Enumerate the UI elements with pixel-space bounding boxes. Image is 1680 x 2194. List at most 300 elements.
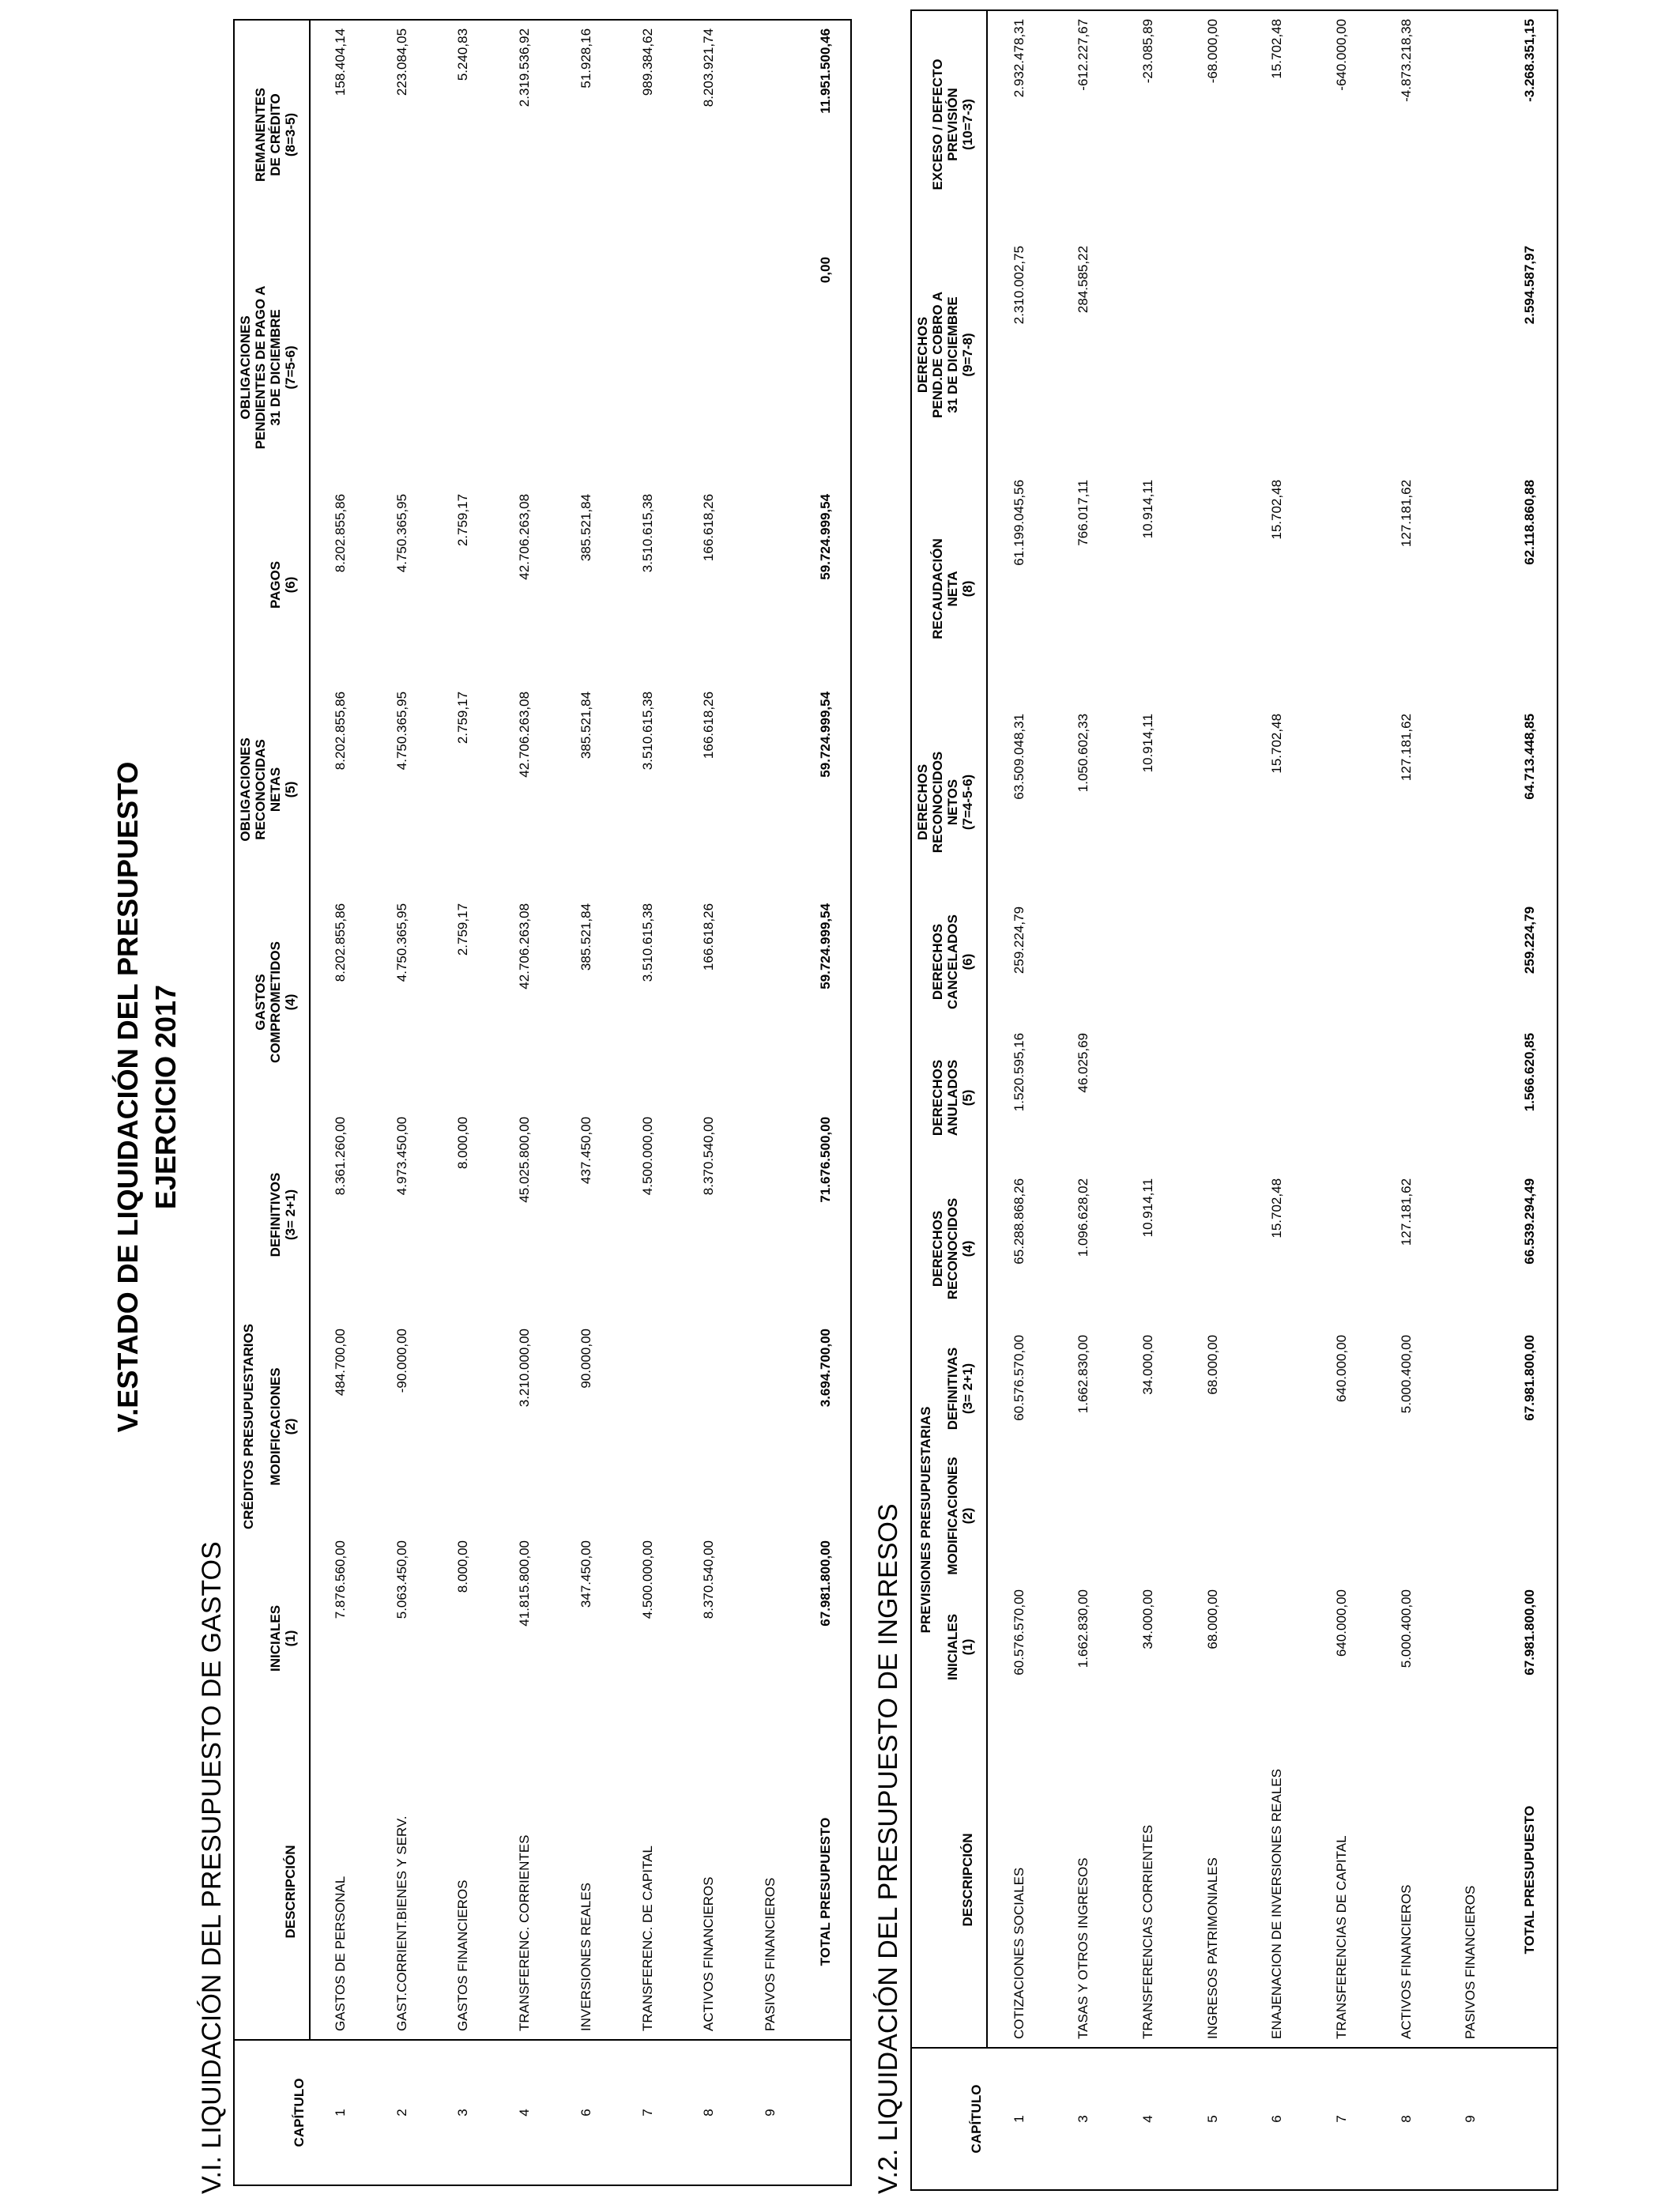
ingresos-cell-anulados: 46.025,69 bbox=[1075, 1032, 1091, 1093]
ingresos-cell-cancelados bbox=[1245, 899, 1310, 1025]
ingresos-cell-pendientes: 2.310.002,75 bbox=[1011, 245, 1027, 325]
gastos-total-iniciales: 67.981.800,00 bbox=[817, 1540, 833, 1627]
gastos-header-comprometidos-line1: GASTOS bbox=[253, 974, 268, 1031]
ingresos-cell-modificaciones bbox=[1309, 1450, 1374, 1581]
ingresos-cell-iniciales bbox=[1438, 1581, 1503, 1713]
gastos-table bbox=[233, 19, 852, 2186]
ingresos-row bbox=[1374, 10, 1439, 2190]
gastos-row bbox=[556, 20, 617, 2185]
ingresos-cell-exceso: 2.932.478,31 bbox=[1011, 18, 1027, 98]
gastos-cell-remanentes: 5.240,83 bbox=[455, 28, 471, 81]
gastos-cell-obligaciones: 166.618,26 bbox=[701, 691, 717, 760]
ingresos-header-reconocidos-line2: RECONOCIDOS bbox=[945, 1197, 960, 1300]
gastos-cell-comprometidos: 42.706.263,08 bbox=[517, 903, 533, 990]
ingresos-cell-pendientes: 284.585,22 bbox=[1075, 245, 1091, 314]
ingresos-cell-modificaciones bbox=[1116, 1450, 1181, 1581]
ingresos-header-definitivas-line1: DEFINITIVAS bbox=[945, 1347, 960, 1431]
ingresos-cell-definitivas bbox=[1438, 1327, 1503, 1450]
gastos-header-definitivos-line1: DEFINITIVOS bbox=[268, 1172, 283, 1257]
gastos-header-remanentes bbox=[234, 20, 310, 249]
gastos-cell-obligaciones: 8.202.855,86 bbox=[333, 691, 348, 771]
gastos-cell-comprometidos: 2.759,17 bbox=[455, 903, 471, 956]
ingresos-cell-definitivas: 1.662.830,00 bbox=[1075, 1334, 1091, 1414]
ingresos-header-pendientes-line2: PEND.DE COBRO A bbox=[930, 292, 945, 418]
gastos-cell-pagos: 3.510.615,38 bbox=[639, 493, 655, 573]
gastos-row bbox=[617, 20, 679, 2185]
ingresos-table-body bbox=[987, 10, 1558, 2190]
ingresos-header-netos-line2: RECONOCIDOS bbox=[930, 751, 945, 854]
gastos-header-obligaciones-line1: OBLIGACIONES bbox=[238, 737, 253, 842]
gastos-cell-modificaciones bbox=[740, 1321, 801, 1532]
gastos-section-title: V.I. LIQUIDACIÓN DEL PRESUPUESTO DE GASTOS bbox=[197, 1541, 227, 2194]
ingresos-cell-cancelados bbox=[1116, 899, 1181, 1025]
gastos-cell-pagos: 8.202.855,86 bbox=[333, 493, 348, 573]
ingresos-cell-netos: 1.050.602,33 bbox=[1075, 713, 1091, 793]
ingresos-header-pendientes-line1: DERECHOS bbox=[915, 316, 930, 394]
ingresos-cell-iniciales: 1.662.830,00 bbox=[1075, 1589, 1091, 1668]
gastos-table-body bbox=[310, 20, 851, 2185]
ingresos-header-modificaciones bbox=[933, 1450, 987, 1581]
gastos-total-remanentes: 11.951.500,46 bbox=[817, 28, 833, 114]
ingresos-cell-cancelados: 259.224,79 bbox=[1011, 906, 1027, 974]
gastos-cell-remanentes: 8.203.921,74 bbox=[701, 28, 717, 107]
ingresos-cell-definitivas: 5.000.400,00 bbox=[1398, 1334, 1414, 1414]
gastos-cell-definitivos bbox=[740, 1109, 801, 1321]
ingresos-row bbox=[1052, 10, 1117, 2190]
gastos-header-pendientes-line1: OBLIGACIONES bbox=[238, 315, 253, 420]
ingresos-header-modificaciones-line1: MODIFICACIONES bbox=[945, 1457, 960, 1575]
gastos-header-modificaciones-line1: MODIFICACIONES bbox=[268, 1367, 283, 1486]
ingresos-cell-definitivas: 640.000,00 bbox=[1334, 1334, 1350, 1403]
ingresos-header-netos-line3: NETOS bbox=[945, 778, 960, 826]
gastos-cell-remanentes: 223.084,05 bbox=[394, 28, 409, 96]
gastos-total-pagos: 59.724.999,54 bbox=[817, 493, 833, 580]
gastos-cell-capitulo: 2 bbox=[371, 2040, 433, 2185]
gastos-total-row bbox=[801, 20, 851, 2185]
gastos-cell-definitivos: 8.361.260,00 bbox=[333, 1116, 348, 1196]
gastos-cell-definitivos: 4.973.450,00 bbox=[394, 1116, 409, 1196]
ingresos-header-modificaciones-sub: (2) bbox=[960, 1507, 975, 1525]
ingresos-header-exceso-line2: PREVISIÓN bbox=[945, 88, 960, 161]
ingresos-cell-netos: 15.702,48 bbox=[1269, 713, 1285, 774]
gastos-cell-iniciales bbox=[740, 1532, 801, 1744]
gastos-cell-modificaciones bbox=[432, 1321, 494, 1532]
gastos-cell-iniciales: 347.450,00 bbox=[578, 1540, 593, 1608]
ingresos-header-recaudacion bbox=[911, 472, 987, 706]
ingresos-cell-capitulo: 6 bbox=[1245, 2048, 1310, 2190]
gastos-cell-iniciales: 8.000,00 bbox=[455, 1540, 471, 1593]
gastos-cell-capitulo: 7 bbox=[617, 2040, 679, 2185]
ingresos-cell-modificaciones bbox=[1052, 1450, 1117, 1581]
ingresos-cell-capitulo: 3 bbox=[1052, 2048, 1117, 2190]
ingresos-cell-pendientes bbox=[1374, 238, 1439, 472]
ingresos-cell-reconocidos: 10.914,11 bbox=[1140, 1178, 1156, 1238]
ingresos-cell-exceso bbox=[1438, 10, 1503, 238]
ingresos-header-group-row bbox=[911, 10, 933, 2190]
ingresos-cell-recaudacion: 766.017,11 bbox=[1075, 479, 1091, 546]
ingresos-cell-iniciales: 5.000.400,00 bbox=[1398, 1589, 1414, 1668]
gastos-cell-pendientes bbox=[310, 249, 371, 486]
gastos-cell-modificaciones bbox=[678, 1321, 740, 1532]
ingresos-header-exceso-sub: (10=7-3) bbox=[960, 99, 975, 150]
ingresos-total-reconocidos: 66.539.294,49 bbox=[1522, 1178, 1538, 1265]
ingresos-total-cancelados: 259.224,79 bbox=[1522, 906, 1538, 974]
ingresos-cell-capitulo: 9 bbox=[1438, 2048, 1503, 2190]
ingresos-cell-pendientes bbox=[1181, 238, 1245, 472]
gastos-header-comprometidos-sub: (4) bbox=[283, 993, 298, 1011]
ingresos-header-cancelados-sub: (6) bbox=[960, 953, 975, 971]
ingresos-cell-anulados bbox=[1116, 1025, 1181, 1171]
ingresos-cell-descripcion: COTIZACIONES SOCIALES bbox=[1011, 1867, 1027, 2039]
ingresos-cell-descripcion: TASAS Y OTROS INGRESOS bbox=[1075, 1857, 1091, 2039]
ingresos-cell-recaudacion bbox=[1309, 472, 1374, 706]
gastos-cell-pendientes bbox=[556, 249, 617, 486]
ingresos-cell-definitivas: 60.576.570,00 bbox=[1011, 1334, 1027, 1421]
gastos-cell-remanentes bbox=[740, 20, 801, 249]
gastos-cell-capitulo: 4 bbox=[494, 2040, 556, 2185]
ingresos-header-capitulo: CAPÍTULO bbox=[911, 2048, 987, 2190]
gastos-cell-pagos: 2.759,17 bbox=[455, 493, 471, 547]
gastos-cell-modificaciones: 484.700,00 bbox=[333, 1329, 348, 1397]
gastos-cell-comprometidos bbox=[740, 895, 801, 1109]
gastos-cell-definitivos: 45.025.800,00 bbox=[517, 1116, 533, 1203]
gastos-header-pendientes bbox=[234, 249, 310, 486]
gastos-cell-definitivos: 8.370.540,00 bbox=[701, 1116, 717, 1196]
ingresos-cell-iniciales: 60.576.570,00 bbox=[1011, 1589, 1027, 1676]
gastos-header-pendientes-sub: (7=5-6) bbox=[283, 345, 298, 390]
ingresos-cell-anulados bbox=[1181, 1025, 1245, 1171]
ingresos-cell-definitivas bbox=[1245, 1327, 1310, 1450]
ingresos-cell-iniciales: 34.000,00 bbox=[1140, 1589, 1156, 1649]
gastos-header-comprometidos-line2: COMPROMETIDOS bbox=[268, 941, 283, 1063]
gastos-header-modificaciones bbox=[256, 1321, 310, 1532]
gastos-header-obligaciones-line3: NETAS bbox=[268, 767, 283, 812]
gastos-cell-comprometidos: 4.750.365,95 bbox=[394, 903, 409, 982]
gastos-cell-modificaciones bbox=[617, 1321, 679, 1532]
gastos-cell-modificaciones: 3.210.000,00 bbox=[517, 1329, 533, 1408]
ingresos-cell-recaudacion: 10.914,11 bbox=[1140, 479, 1156, 539]
gastos-header-obligaciones-line2: RECONOCIDAS bbox=[253, 739, 268, 840]
ingresos-cell-pendientes bbox=[1245, 238, 1310, 472]
ingresos-cell-modificaciones bbox=[1438, 1450, 1503, 1581]
gastos-cell-descripcion: TRANSFERENC. CORRIENTES bbox=[517, 1834, 533, 2031]
ingresos-cell-exceso: -4.873.218,38 bbox=[1398, 18, 1414, 102]
gastos-cell-definitivos: 4.500.000,00 bbox=[639, 1116, 655, 1196]
ingresos-row bbox=[1309, 10, 1374, 2190]
gastos-cell-descripcion: GAST.CORRIENT.BIENES Y SERV. bbox=[394, 1815, 409, 2031]
gastos-header-definitivos-sub: (3= 2+1) bbox=[283, 1189, 298, 1241]
ingresos-cell-recaudacion bbox=[1438, 472, 1503, 706]
ingresos-cell-capitulo: 1 bbox=[987, 2048, 1052, 2190]
ingresos-total-anulados: 1.566.620,85 bbox=[1522, 1032, 1538, 1112]
gastos-cell-modificaciones: -90.000,00 bbox=[394, 1329, 409, 1393]
ingresos-cell-descripcion: TRANSFERENCIAS CORRIENTES bbox=[1140, 1824, 1156, 2039]
gastos-row bbox=[678, 20, 740, 2185]
ingresos-cell-capitulo: 8 bbox=[1374, 2048, 1439, 2190]
ingresos-header-exceso bbox=[911, 10, 987, 238]
gastos-cell-iniciales: 4.500.000,00 bbox=[639, 1540, 655, 1619]
gastos-cell-pendientes bbox=[678, 249, 740, 486]
gastos-cell-capitulo: 6 bbox=[556, 2040, 617, 2185]
gastos-cell-pendientes bbox=[432, 249, 494, 486]
gastos-header-pendientes-line2: PENDIENTES DE PAGO A bbox=[253, 285, 268, 450]
ingresos-cell-netos: 127.181,62 bbox=[1398, 713, 1414, 782]
ingresos-cell-cancelados bbox=[1181, 899, 1245, 1025]
ingresos-table bbox=[910, 9, 1558, 2191]
gastos-total-obligaciones: 59.724.999,54 bbox=[817, 691, 833, 778]
ingresos-row bbox=[987, 10, 1052, 2190]
gastos-cell-pagos: 385.521,84 bbox=[578, 493, 593, 562]
gastos-header-creditos: CRÉDITOS PRESUPUESTARIOS bbox=[241, 1323, 257, 1530]
gastos-cell-descripcion: GASTOS FINANCIEROS bbox=[455, 1879, 471, 2031]
gastos-total-modificaciones: 3.694.700,00 bbox=[817, 1329, 833, 1408]
gastos-cell-descripcion: TRANSFERENC. DE CAPITAL bbox=[639, 1845, 655, 2031]
gastos-cell-comprometidos: 3.510.615,38 bbox=[639, 903, 655, 982]
gastos-cell-pendientes bbox=[740, 249, 801, 486]
ingresos-cell-anulados: 1.520.595,16 bbox=[1011, 1032, 1027, 1112]
gastos-header-obligaciones-sub: (5) bbox=[283, 781, 298, 798]
ingresos-header-anulados-line1: DERECHOS bbox=[930, 1059, 945, 1137]
gastos-cell-obligaciones: 3.510.615,38 bbox=[639, 691, 655, 771]
ingresos-header-cancelados bbox=[911, 899, 987, 1025]
ingresos-cell-reconocidos: 1.096.628,02 bbox=[1075, 1178, 1091, 1257]
ingresos-cell-descripcion: PASIVOS FINANCIEROS bbox=[1463, 1885, 1478, 2039]
ingresos-header-netos-line1: DERECHOS bbox=[915, 763, 930, 841]
ingresos-header-definitivas bbox=[933, 1327, 987, 1450]
ingresos-cell-descripcion: INGRESOS PATRIMONIALES bbox=[1204, 1857, 1220, 2039]
document-title: V.ESTADO DE LIQUIDACIÓN DEL PRESUPUESTO bbox=[111, 761, 144, 1433]
gastos-cell-iniciales: 8.370.540,00 bbox=[701, 1540, 717, 1619]
gastos-cell-pendientes bbox=[617, 249, 679, 486]
ingresos-cell-cancelados bbox=[1438, 899, 1503, 1025]
ingresos-header-cancelados-line2: CANCELADOS bbox=[945, 914, 960, 1009]
gastos-header-pagos-line1: PAGOS bbox=[268, 560, 283, 609]
ingresos-cell-definitivas: 34.000,00 bbox=[1140, 1334, 1156, 1395]
gastos-cell-pagos: 166.618,26 bbox=[701, 493, 717, 562]
gastos-cell-pagos: 4.750.365,95 bbox=[394, 493, 409, 573]
ingresos-cell-capitulo: 4 bbox=[1116, 2048, 1181, 2190]
ingresos-header-previsiones: PREVISIONES PRESUPUESTARIAS bbox=[918, 1406, 934, 1634]
ingresos-cell-capitulo: 5 bbox=[1181, 2048, 1245, 2190]
ingresos-header-definitivas-sub: (3= 2+1) bbox=[960, 1363, 975, 1415]
gastos-header-obligaciones bbox=[234, 684, 310, 895]
gastos-header-group-row bbox=[234, 20, 256, 2185]
ingresos-cell-netos bbox=[1309, 706, 1374, 899]
ingresos-cell-exceso: -640.000,00 bbox=[1334, 18, 1350, 91]
ingresos-total-modificaciones bbox=[1503, 1450, 1558, 1581]
ingresos-cell-reconocidos: 127.181,62 bbox=[1398, 1178, 1414, 1246]
gastos-header-iniciales-sub: (1) bbox=[283, 1630, 298, 1647]
ingresos-cell-exceso: -68.000,00 bbox=[1204, 18, 1220, 84]
ingresos-header-pendientes-line3: 31 DE DICIEMBRE bbox=[945, 296, 960, 413]
ingresos-cell-iniciales: 68.000,00 bbox=[1204, 1589, 1220, 1649]
gastos-row bbox=[740, 20, 801, 2185]
ingresos-cell-netos bbox=[1438, 706, 1503, 899]
ingresos-cell-reconocidos bbox=[1181, 1171, 1245, 1327]
ingresos-cell-anulados bbox=[1374, 1025, 1439, 1171]
ingresos-cell-recaudacion bbox=[1181, 472, 1245, 706]
ingresos-cell-reconocidos: 65.288.868,26 bbox=[1011, 1178, 1027, 1265]
gastos-header-comprometidos bbox=[234, 895, 310, 1109]
ingresos-cell-capitulo: 7 bbox=[1309, 2048, 1374, 2190]
ingresos-header-iniciales bbox=[933, 1581, 987, 1713]
gastos-cell-definitivos: 8.000,00 bbox=[455, 1116, 471, 1170]
gastos-header-iniciales-line1: INICIALES bbox=[268, 1604, 283, 1672]
ingresos-cell-reconocidos: 15.702,48 bbox=[1269, 1178, 1285, 1238]
ingresos-cell-cancelados bbox=[1374, 899, 1439, 1025]
gastos-cell-comprometidos: 166.618,26 bbox=[701, 903, 717, 971]
ingresos-cell-netos: 63.509.048,31 bbox=[1011, 713, 1027, 800]
ingresos-total-recaudacion: 62.118.860,88 bbox=[1522, 479, 1538, 565]
gastos-cell-remanentes: 51.928,16 bbox=[578, 28, 593, 89]
ingresos-header-anulados bbox=[911, 1025, 987, 1171]
gastos-cell-obligaciones: 385.521,84 bbox=[578, 691, 593, 760]
ingresos-header-iniciales-sub: (1) bbox=[960, 1638, 975, 1656]
ingresos-cell-pendientes bbox=[1116, 238, 1181, 472]
ingresos-cell-anulados bbox=[1245, 1025, 1310, 1171]
document-subtitle: EJERCICIO 2017 bbox=[149, 984, 182, 1210]
gastos-header-modificaciones-sub: (2) bbox=[283, 1418, 298, 1435]
ingresos-total-definitivas: 67.981.800,00 bbox=[1522, 1334, 1538, 1421]
gastos-header-descripcion: DESCRIPCIÓN bbox=[234, 1744, 310, 2040]
ingresos-total-cell-empty bbox=[1503, 2048, 1558, 2190]
ingresos-cell-exceso: -23.085,89 bbox=[1140, 18, 1156, 84]
gastos-cell-remanentes: 2.319.536,92 bbox=[517, 28, 533, 107]
ingresos-header-reconocidos bbox=[911, 1171, 987, 1327]
ingresos-cell-recaudacion: 127.181,62 bbox=[1398, 479, 1414, 548]
ingresos-total-exceso: -3.268.351,15 bbox=[1522, 18, 1538, 102]
gastos-total-comprometidos: 59.724.999,54 bbox=[817, 903, 833, 990]
ingresos-cell-modificaciones bbox=[1374, 1450, 1439, 1581]
gastos-header-capitulo: CAPÍTULO bbox=[234, 2040, 310, 2185]
gastos-cell-pagos bbox=[740, 486, 801, 684]
gastos-row bbox=[310, 20, 371, 2185]
gastos-header-pagos-sub: (6) bbox=[283, 576, 298, 594]
ingresos-header-anulados-line2: ANULADOS bbox=[945, 1059, 960, 1137]
ingresos-row bbox=[1245, 10, 1310, 2190]
gastos-cell-remanentes: 989.384,62 bbox=[639, 28, 655, 96]
gastos-cell-capitulo: 8 bbox=[678, 2040, 740, 2185]
gastos-cell-pagos: 42.706.263,08 bbox=[517, 493, 533, 580]
gastos-row bbox=[371, 20, 433, 2185]
ingresos-cell-descripcion: TRANSFERENCIAS DE CAPITAL bbox=[1334, 1835, 1350, 2039]
gastos-row bbox=[432, 20, 494, 2185]
ingresos-cell-anulados bbox=[1309, 1025, 1374, 1171]
gastos-cell-iniciales: 7.876.560,00 bbox=[333, 1540, 348, 1619]
gastos-cell-obligaciones: 2.759,17 bbox=[455, 691, 471, 745]
ingresos-header-iniciales-line1: INICIALES bbox=[945, 1613, 960, 1681]
gastos-cell-comprometidos: 8.202.855,86 bbox=[333, 903, 348, 982]
ingresos-header-reconocidos-line1: DERECHOS bbox=[930, 1210, 945, 1287]
gastos-total-pendientes: 0,00 bbox=[817, 256, 833, 284]
gastos-cell-pendientes bbox=[494, 249, 556, 486]
ingresos-header-netos-sub: (7=4-5-6) bbox=[960, 774, 975, 831]
gastos-cell-pendientes bbox=[371, 249, 433, 486]
ingresos-row bbox=[1116, 10, 1181, 2190]
ingresos-cell-iniciales: 640.000,00 bbox=[1334, 1589, 1350, 1657]
gastos-total-definitivos: 71.676.500,00 bbox=[817, 1116, 833, 1203]
gastos-cell-capitulo: 9 bbox=[740, 2040, 801, 2185]
ingresos-cell-netos bbox=[1181, 706, 1245, 899]
ingresos-cell-recaudacion: 61.199.045,56 bbox=[1011, 479, 1027, 566]
ingresos-cell-netos: 10.914,11 bbox=[1140, 713, 1156, 773]
gastos-cell-obligaciones bbox=[740, 684, 801, 895]
ingresos-header-pendientes-sub: (9=7-8) bbox=[960, 333, 975, 377]
gastos-cell-definitivos: 437.450,00 bbox=[578, 1116, 593, 1185]
ingresos-header-descripcion: DESCRIPCIÓN bbox=[911, 1713, 987, 2048]
ingresos-cell-pendientes bbox=[1438, 238, 1503, 472]
ingresos-cell-anulados bbox=[1438, 1025, 1503, 1171]
ingresos-header-exceso-line1: EXCESO / DEFECTO bbox=[930, 58, 945, 190]
ingresos-cell-modificaciones bbox=[1245, 1450, 1310, 1581]
ingresos-cell-exceso: -612.227,67 bbox=[1075, 18, 1091, 91]
gastos-total-label: TOTAL PRESUPUESTO bbox=[817, 1817, 833, 1966]
ingresos-row bbox=[1181, 10, 1245, 2190]
gastos-row bbox=[494, 20, 556, 2185]
ingresos-cell-exceso: 15.702,48 bbox=[1269, 18, 1285, 79]
ingresos-header-netos bbox=[911, 706, 987, 899]
gastos-cell-capitulo: 3 bbox=[432, 2040, 494, 2185]
ingresos-header-pendientes bbox=[911, 238, 987, 472]
ingresos-cell-iniciales bbox=[1245, 1581, 1310, 1713]
ingresos-total-netos: 64.713.448,85 bbox=[1522, 713, 1538, 800]
ingresos-cell-recaudacion: 15.702,48 bbox=[1269, 479, 1285, 540]
ingresos-cell-cancelados bbox=[1052, 899, 1117, 1025]
ingresos-total-iniciales: 67.981.800,00 bbox=[1522, 1589, 1538, 1676]
ingresos-cell-modificaciones bbox=[1181, 1450, 1245, 1581]
gastos-header-iniciales bbox=[256, 1532, 310, 1744]
gastos-header-remanentes-line1: REMANENTES bbox=[253, 87, 268, 182]
ingresos-header-recaudacion-line1: RECAUDACIÓN bbox=[930, 538, 945, 639]
ingresos-header-reconocidos-sub: (4) bbox=[960, 1240, 975, 1257]
gastos-cell-iniciales: 5.063.450,00 bbox=[394, 1540, 409, 1619]
ingresos-total-row bbox=[1503, 10, 1558, 2190]
gastos-cell-iniciales: 41.815.800,00 bbox=[517, 1540, 533, 1627]
gastos-cell-capitulo: 1 bbox=[310, 2040, 371, 2185]
ingresos-header-anulados-sub: (5) bbox=[960, 1089, 975, 1106]
ingresos-section-title: V.2. LIQUIDACIÓN DEL PRESUPUESTO DE INGRESOS bbox=[873, 1503, 903, 2194]
ingresos-cell-reconocidos bbox=[1438, 1171, 1503, 1327]
gastos-header-pagos bbox=[234, 486, 310, 684]
gastos-cell-modificaciones: 90.000,00 bbox=[578, 1329, 593, 1389]
ingresos-cell-descripcion: ACTIVOS FINANCIEROS bbox=[1398, 1884, 1414, 2039]
ingresos-total-pendientes: 2.594.587,97 bbox=[1522, 245, 1538, 325]
gastos-cell-descripcion: GASTOS DE PERSONAL bbox=[333, 1875, 348, 2031]
gastos-cell-descripcion: PASIVOS FINANCIEROS bbox=[763, 1877, 778, 2031]
ingresos-header-cancelados-line1: DERECHOS bbox=[930, 923, 945, 1001]
ingresos-header-recaudacion-sub: (8) bbox=[960, 580, 975, 598]
gastos-cell-obligaciones: 4.750.365,95 bbox=[394, 691, 409, 771]
gastos-cell-remanentes: 158.404,14 bbox=[333, 28, 348, 96]
ingresos-cell-pendientes bbox=[1309, 238, 1374, 472]
gastos-cell-descripcion: INVERSIONES REALES bbox=[578, 1882, 593, 2031]
gastos-total-cell-empty bbox=[801, 2040, 851, 2185]
gastos-header-definitivos bbox=[256, 1109, 310, 1321]
ingresos-cell-reconocidos bbox=[1309, 1171, 1374, 1327]
ingresos-header-recaudacion-line2: NETA bbox=[945, 571, 960, 607]
ingresos-cell-cancelados bbox=[1309, 899, 1374, 1025]
gastos-cell-comprometidos: 385.521,84 bbox=[578, 903, 593, 971]
ingresos-total-label: TOTAL PRESUPUESTO bbox=[1522, 1805, 1538, 1955]
gastos-cell-descripcion: ACTIVOS FINANCIEROS bbox=[701, 1876, 717, 2031]
gastos-header-pendientes-line3: 31 DE DICIEMBRE bbox=[268, 309, 283, 426]
ingresos-row bbox=[1438, 10, 1503, 2190]
gastos-cell-obligaciones: 42.706.263,08 bbox=[517, 691, 533, 778]
gastos-header-remanentes-sub: (8=3-5) bbox=[283, 112, 298, 157]
ingresos-cell-definitivas: 68.000,00 bbox=[1204, 1334, 1220, 1395]
gastos-header-remanentes-line2: DE CRÉDITO bbox=[268, 93, 283, 176]
ingresos-cell-modificaciones bbox=[987, 1450, 1052, 1581]
